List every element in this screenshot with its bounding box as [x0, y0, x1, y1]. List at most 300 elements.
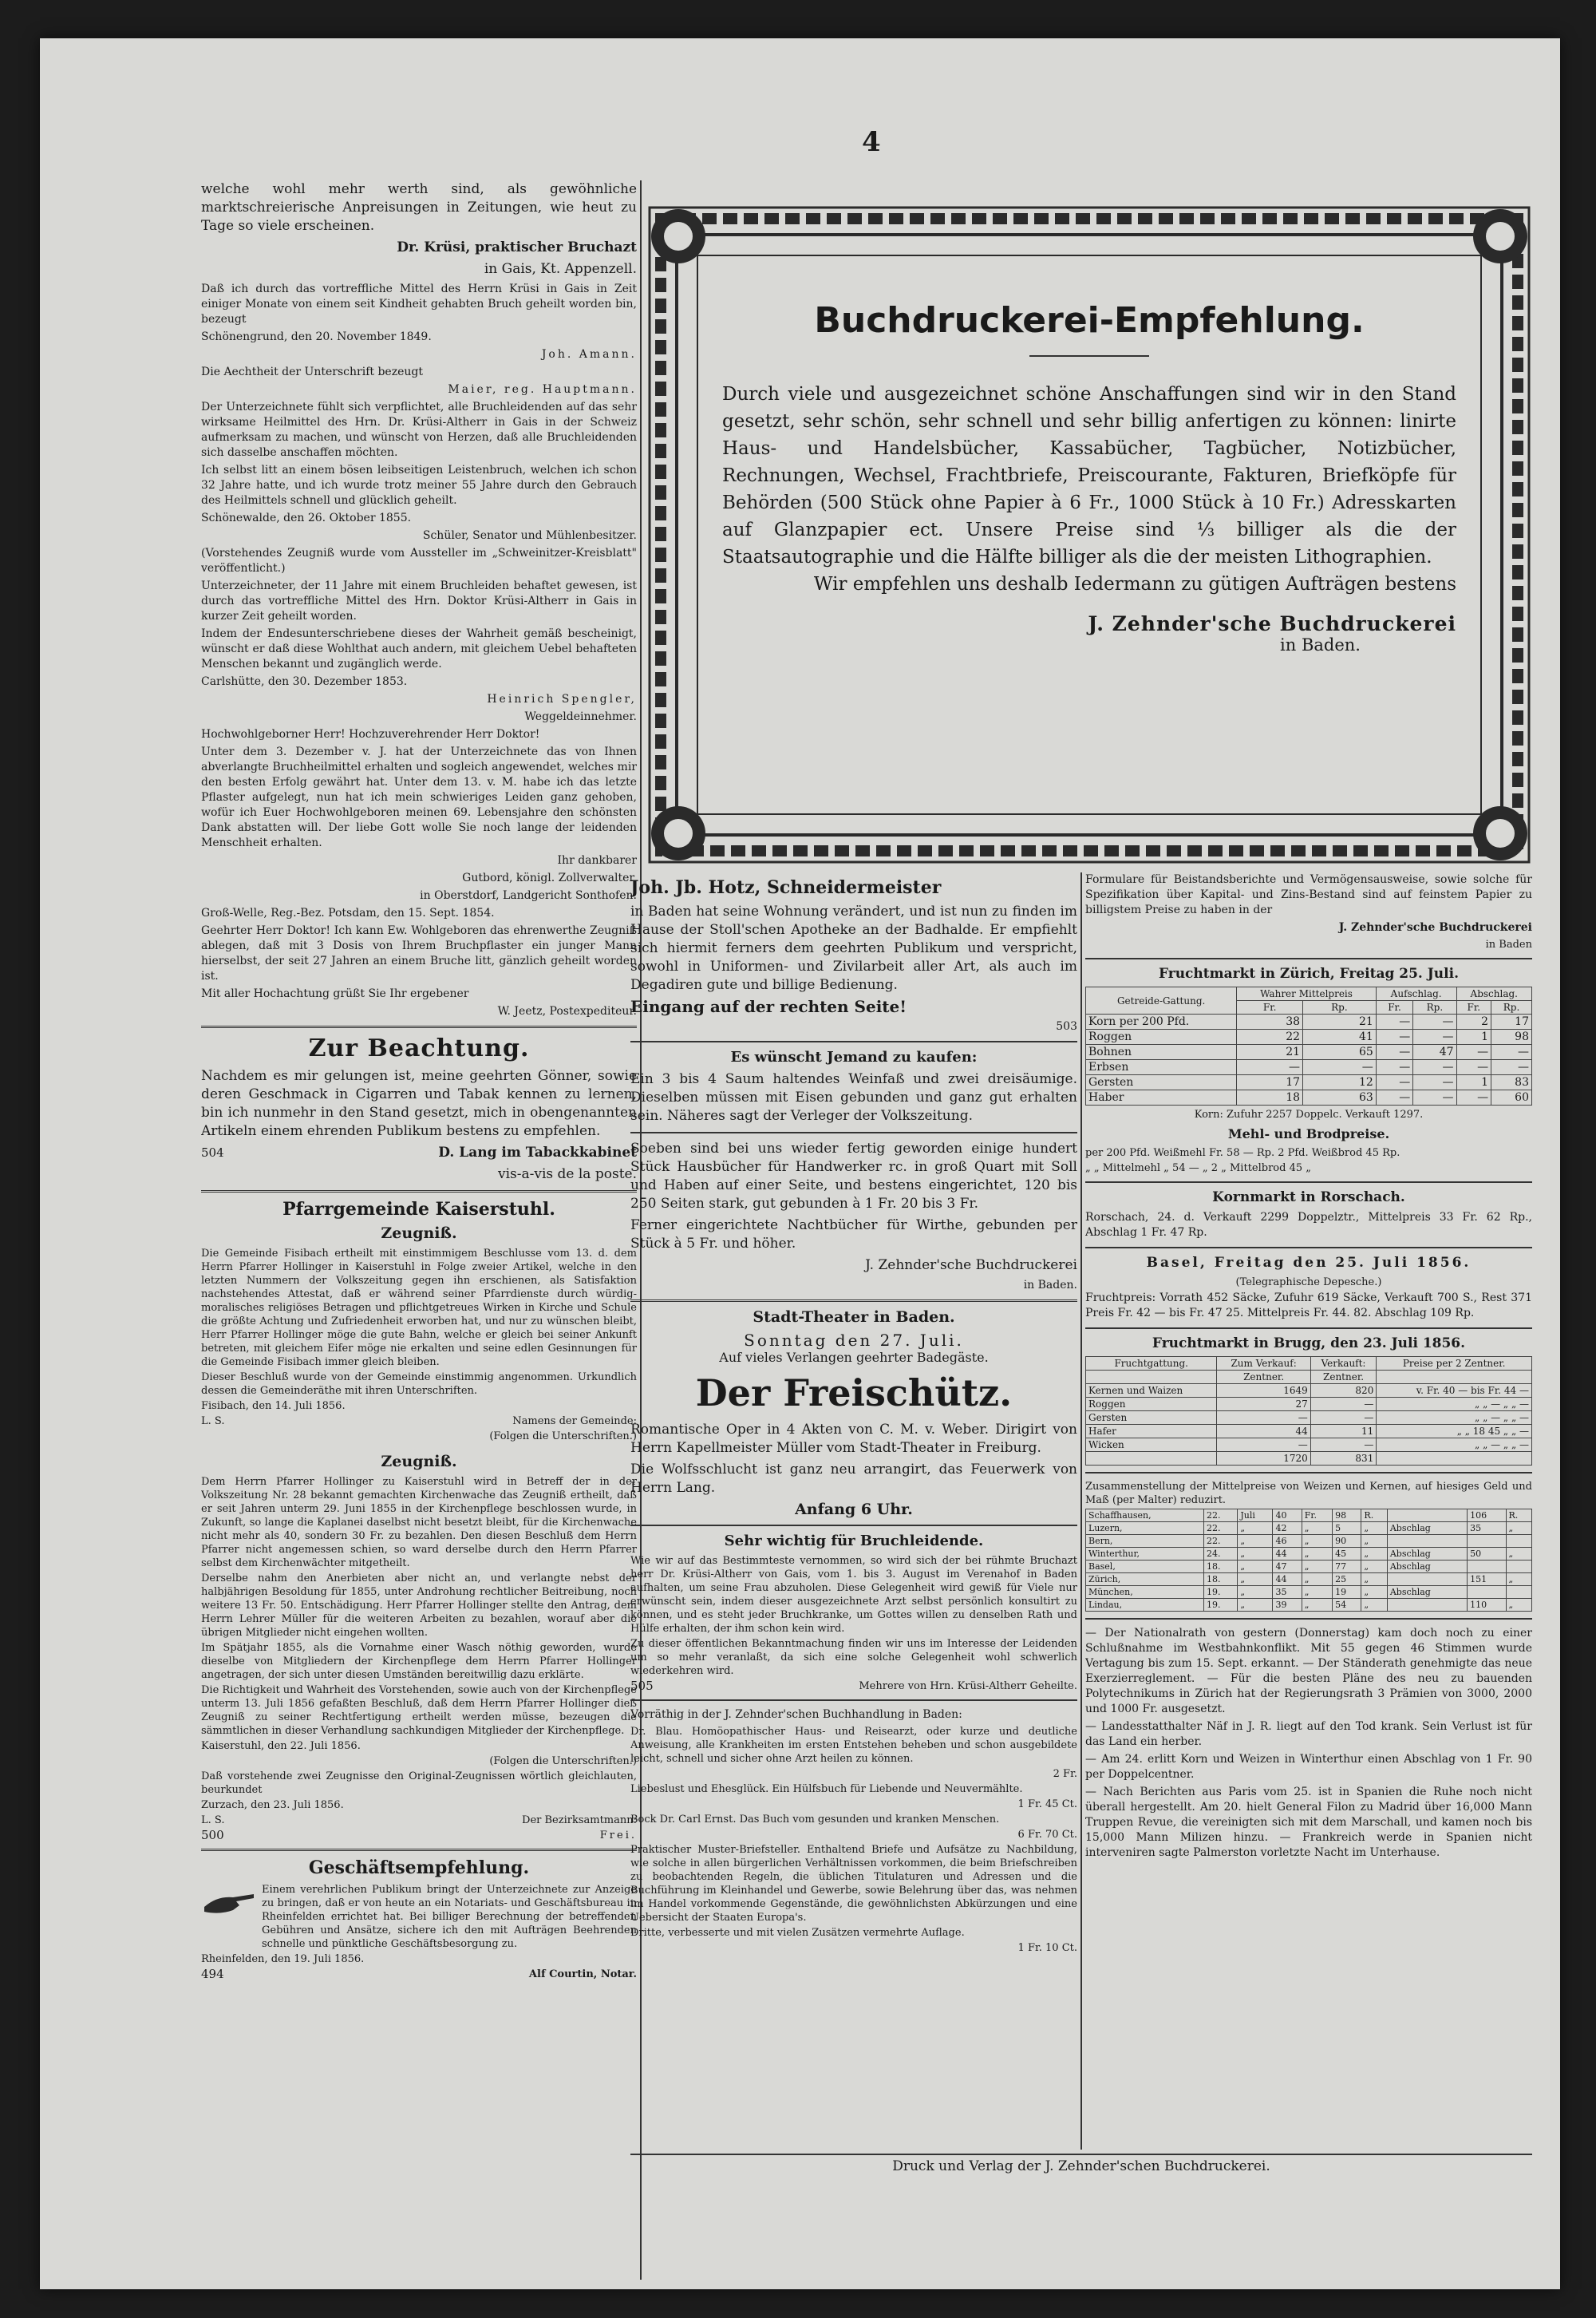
table-cell: 90 — [1333, 1535, 1361, 1548]
testimonial-greeting: Hochwohlgeborner Herr! Hochzuverehrender Herr Doktor! — [201, 728, 540, 741]
zeugnis-signature-row — [201, 1414, 637, 1428]
table-cell: 65 — [1303, 1045, 1377, 1060]
divider — [630, 1525, 1077, 1526]
zeugnis-signature-note: (Folgen die Unterschriften.) — [489, 1755, 637, 1767]
table-cell: „ — [1238, 1548, 1273, 1560]
middle-column — [630, 872, 1077, 2150]
table-header: Getreide-Gattung. — [1086, 987, 1237, 1015]
table-cell: — — [1413, 1090, 1456, 1106]
table-cell: 22 — [1237, 1030, 1303, 1045]
table-cell: „ — [1361, 1535, 1387, 1548]
page-number: 4 — [862, 126, 881, 158]
table-cell: — — [1310, 1398, 1377, 1411]
testimonial-place: Schönengrund, den 20. November 1849. — [201, 330, 432, 343]
table-subheader: Fr. — [1456, 1001, 1491, 1015]
table-row — [1086, 1015, 1532, 1030]
beachtung-place: vis-a-vis de la poste. — [497, 1166, 637, 1182]
amt-name-row — [201, 1829, 637, 1842]
table-cell: — — [1491, 1060, 1532, 1075]
amt-title: Der Bezirksamtmann: — [522, 1814, 637, 1826]
zeugnis-text: Im Spätjahr 1855, als die Vornahme einer Wasch nöthig geworden, wurde dieselbe von Mitgliedern der Kirchenpflege dem Herrn Pfarrer Hollinger angetragen, der sich unter diesen Umständen bereitwillig dazu erklärte. — [201, 1642, 637, 1681]
table-cell: „ — [1238, 1573, 1273, 1586]
table-cell: Bohnen — [1086, 1045, 1237, 1060]
table-body — [1086, 1015, 1532, 1106]
table-cell — [1468, 1560, 1506, 1573]
table-cell — [1506, 1586, 1532, 1599]
geschaeft-signature: Alf Courtin, Notar. — [528, 1968, 637, 1980]
table-cell: R. — [1506, 1509, 1532, 1522]
table-cell: „ — [1302, 1573, 1332, 1586]
mehl-price-line: „ „ Mittelmehl „ 54 — „ 2 „ Mittelbrod 45 „ — [1085, 1162, 1311, 1174]
news-item: — Am 24. erlitt Korn und Weizen in Winterthur einen Abschlag von 1 Fr. 90 per Doppelcentner. — [1085, 1753, 1532, 1781]
table-subheader: Rp. — [1303, 1001, 1377, 1015]
zeugnis-text: Die Richtigkeit und Wahrheit des Vorstehenden, sowie auch von der Kirchenpflege unterm 13. Juli 1856 gefaßten Beschluß, daß dem Herrn Pfarrer Hollinger dieß Zeugniß zu seiner Rechtfertigung ertheilt werden müsse, bezeugen die sämmtlichen in dieser Verhandlung sachkundigen Mitglieder der Kirchenpflege. — [201, 1684, 637, 1737]
table-cell: 39 — [1273, 1599, 1302, 1612]
table-cell: v. Fr. 40 — bis Fr. 44 — — [1377, 1384, 1532, 1398]
basel-text: Fruchtpreis: Vorrath 452 Säcke, Zufuhr 619 Säcke, Verkauft 700 S., Rest 371 Preis Fr. 42 — bis Fr. 47 25. Mittelpreis Fr. 44. 82. Abschlag 109 Rp. — [1085, 1292, 1532, 1319]
table-cell — [1506, 1535, 1532, 1548]
table-cell: — — [1456, 1045, 1491, 1060]
beachtung-signature: D. Lang im Tabackkabinet — [438, 1145, 637, 1161]
column-rule — [1080, 872, 1082, 2150]
table-cell — [1387, 1573, 1467, 1586]
table-cell: 47 — [1273, 1560, 1302, 1573]
theater-start: Anfang 6 Uhr. — [795, 1501, 913, 1518]
doctor-signature: Dr. Krüsi, praktischer Bruchazt — [397, 239, 637, 255]
table-cell: 19. — [1204, 1586, 1238, 1599]
table-cell: Gersten — [1086, 1075, 1237, 1090]
testimonial-name: Heinrich Spengler, — [487, 693, 637, 706]
table-cell: 63 — [1303, 1090, 1377, 1106]
book-entry: Praktischer Muster-Briefsteller. Enthaltend Briefe und Aufsätze zu Nachbildung, wie solche in allen bürgerlichen Verhältnissen vorkommen, die beim Briefschreiben zu beobachtenden Regeln, die üblichen Titulaturen und Adressen und die Buchführung im Kleinhandel und Gewerbe, sowie Belehrung über das, was nehmen im Handel vorkommende Gegenstände, die gewöhnlichsten Abkürzungen und eine Uebersicht der Staaten Europa's. — [630, 1844, 1077, 1924]
table-cell: 831 — [1310, 1452, 1377, 1466]
zeugnis-heading: Zeugniß. — [381, 1224, 457, 1242]
table-cell: — — [1456, 1090, 1491, 1106]
table-cell — [1377, 1452, 1532, 1466]
table-cell: 21 — [1303, 1015, 1377, 1030]
table-cell: 50 — [1468, 1548, 1506, 1560]
table-cell: 2 — [1456, 1015, 1491, 1030]
table-cell: Abschlag — [1387, 1560, 1467, 1573]
theater-heading: Stadt-Theater in Baden. — [753, 1308, 955, 1326]
rorschach-heading: Kornmarkt in Rorschach. — [1212, 1189, 1405, 1205]
table-subheader: Rp. — [1413, 1001, 1456, 1015]
geschaeft-text: Einem verehrlichen Publikum bringt der Unterzeichnete zur Anzeige zu bringen, daß er von heute an ein Notariats- und Geschäftsbureau in Rheinfelden errichtet hat. Bei billiger Berechnung der betreffenden Gebühren und Ansätze, sichere ich den mit Aufträgen Beehrenden schnelle und pünktliche Geschäftsbesorgung zu. — [262, 1884, 637, 1950]
table-cell: Juli — [1238, 1509, 1273, 1522]
table-body — [1086, 1384, 1532, 1466]
pfarrgemeinde-heading: Pfarrgemeinde Kaiserstuhl. — [282, 1199, 555, 1220]
testimonial-name: W. Jeetz, Postexpediteur. — [497, 1005, 637, 1018]
table-cell: 17 — [1237, 1075, 1303, 1090]
divider — [201, 1190, 637, 1193]
news-item: — Der Nationalrath von gestern (Donnerstag) kam doch noch zu einer Schlußnahme im Westbahnkonflikt. Mit 55 gegen 46 Stimmen wurde Vertagung bis zum 15. Sept. erkannt. — Der Ständerath genehmigte das neue Exerzierreglement. — Für die besten Pläne des neu zu bauenden Polytechnikums in Zürich hat der Regierungsrath 3 Prämien von 3000, 2000 und 1000 Fr. ausgesetzt. — [1085, 1627, 1532, 1715]
table-cell: — — [1376, 1030, 1412, 1045]
table-cell: — — [1310, 1438, 1377, 1452]
testimonial-text: Unterzeichneter, der 11 Jahre mit einem Bruchleiden behaftet gewesen, ist durch das vortreffliche Mittel des Hrn. Doktor Krüsi-Altherr in Gais in kurzer Zeit geheilt worden. — [201, 580, 637, 623]
table-cell: R. — [1361, 1509, 1387, 1522]
table-cell: 18. — [1204, 1573, 1238, 1586]
divider — [1085, 1247, 1532, 1248]
table-cell: 17 — [1491, 1015, 1532, 1030]
table-cell — [1506, 1560, 1532, 1573]
table-cell: 1 — [1456, 1030, 1491, 1045]
bruch-signature: Mehrere von Hrn. Krüsi-Altherr Geheilte. — [859, 1680, 1077, 1692]
divider — [1085, 1181, 1532, 1183]
news-item: — Nach Berichten aus Paris vom 25. ist in Spanien die Ruhe noch nicht überall hergestellt. Am 20. hielt General Filon zu Madrid über 16,000 Mann Truppen Revue, die vereinigten sich mit dem Marschall, und kamen noch bis 15,000 Mann Milizen hinzu. — Frankreich werde in Spanien nicht interveniren sagte Palmerston vorletzte Nacht im Unterhause. — [1085, 1786, 1532, 1859]
zeugnis-place: Fisibach, den 14. Juli 1856. — [201, 1400, 346, 1412]
imprint: Druck und Verlag der J. Zehnder'schen Buchdruckerei. — [630, 2154, 1532, 2174]
table-header: Fruchtgattung. — [1086, 1357, 1217, 1371]
basel-subheading: (Telegraphische Depesche.) — [1235, 1276, 1382, 1288]
table-cell: 11 — [1310, 1425, 1377, 1438]
zeugnis-text: Die Gemeinde Fisibach ertheilt mit einstimmigem Beschlusse vom 13. d. dem Herrn Pfarrer Hollinger in Kaiserstuhl in Folge zweier Artikel, welche in den letzten Nummern der Volkszeitung gegen ihn erschienen, als Satisfaktion nachstehendes Attestat, daß er während seiner Pfarrdienste durch würdig-moralisches religiöses Betragen und pflichtgetreues Wirken in Kirche und Schule die größte Achtung und Zufriedenheit erworben hat, und nur zu wünschen bleibt, Herr Pfarrer Hollinger möge die gute Bahn, welche er gleich bei seiner Ankunft betreten, mit gleichem Eifer möge nie erkalten und seine edlen Gesinnungen für die Gemeinde Fisibach immer gleich bleiben. — [201, 1248, 637, 1368]
seal-mark: L. S. — [201, 1814, 225, 1826]
zeugnis-place: Kaiserstuhl, den 22. Juli 1856. — [201, 1740, 361, 1752]
table-cell: — — [1491, 1045, 1532, 1060]
table-cell: 21 — [1237, 1045, 1303, 1060]
table-cell: Lindau, — [1086, 1599, 1204, 1612]
buchdruckerei-advertisement — [646, 204, 1532, 865]
table-row — [1086, 1411, 1532, 1425]
testimonial-name: Maier, reg. Hauptmann. — [448, 383, 637, 396]
geschaeft-place: Rheinfelden, den 19. Juli 1856. — [201, 1953, 365, 1965]
testimonial-name: Schüler, Senator und Mühlenbesitzer. — [422, 529, 637, 542]
ad-title: Buchdruckerei-Empfehlung. — [814, 300, 1365, 341]
ad-number: 504 — [201, 1145, 224, 1160]
hotz-text: in Baden hat seine Wohnung verändert, und ist nun zu finden im Hause der Stoll'schen Apotheke an der Badhalde. Er empfiehlt sich hiermit ferners dem geehrten Publikum und verspricht, sowohl in Uniformen- und Zivilarbeit aller Art, als auch im Degadiren gute und billige Bedienung. — [630, 904, 1077, 993]
hotz-heading: Joh. Jb. Hotz, Schneidermeister — [630, 877, 942, 898]
table-cell: 151 — [1468, 1573, 1506, 1586]
divider — [630, 1299, 1077, 1302]
zeugnis-signature: Namens der Gemeinde: — [512, 1415, 637, 1427]
table-cell: 98 — [1491, 1030, 1532, 1045]
table-cell: „ — [1361, 1573, 1387, 1586]
table-cell: 110 — [1468, 1599, 1506, 1612]
news-item: — Landesstatthalter Näf in J. R. liegt auf den Tod krank. Sein Verlust ist für das Land ein herber. — [1085, 1720, 1532, 1748]
formulare-text: Formulare für Beistandsberichte und Vermögensausweise, sowie solche für Spezifikation über Kapital- und Zins-Bestand sind auf feinstem Papier zu billigstem Preise zu haben in der — [1085, 873, 1532, 916]
pointing-hand-icon — [201, 1883, 257, 1952]
zurich-market-footer: Korn: Zufuhr 2257 Doppelc. Verkauft 1297. — [1194, 1109, 1424, 1121]
testimonial-text: Indem der Endesunterschriebene dieses der Wahrheit gemäß bescheinigt, wünscht er daß diese Wohlthat auch andern, mit gleichem Uebel behafteten Menschen bekannt und zugänglich werde. — [201, 627, 637, 670]
table-cell: 25 — [1333, 1573, 1361, 1586]
table-cell: 1720 — [1217, 1452, 1310, 1466]
table-cell: 44 — [1273, 1548, 1302, 1560]
beachtung-heading: Zur Beachtung. — [308, 1034, 530, 1062]
table-row — [1086, 1522, 1532, 1535]
testimonial-text: Der Unterzeichnete fühlt sich verpflichtet, alle Bruchleidenden auf das sehr wirksame Heilmittel des Hrn. Dr. Krüsi-Altherr in Gais in der Schweiz aufmerksam zu machen, und wünscht von Herzen, daß alle Bruchleidenden sich dasselbe anschaffen möchten. — [201, 401, 637, 459]
table-header: Preise per 2 Zentner. — [1377, 1357, 1532, 1371]
table-cell: — — [1376, 1090, 1412, 1106]
brugg-heading: Fruchtmarkt in Brugg, den 23. Juli 1856. — [1152, 1335, 1466, 1351]
table-cell: Kernen und Waizen — [1086, 1384, 1217, 1398]
zeugnis-heading: Zeugniß. — [381, 1453, 457, 1470]
table-cell: — — [1217, 1411, 1310, 1425]
table-cell — [1468, 1586, 1506, 1599]
table-cell: „ „ — „ „ — — [1377, 1398, 1532, 1411]
zurich-market-table — [1085, 987, 1532, 1106]
table-cell: „ — [1302, 1548, 1332, 1560]
table-subheader: Rp. — [1491, 1001, 1532, 1015]
testimonial-place: Carlshütte, den 30. Dezember 1853. — [201, 675, 408, 688]
divider — [1085, 1472, 1532, 1473]
theater-note: Die Wolfsschlucht ist ganz neu arrangirt, das Feuerwerk von Herrn Lang. — [630, 1462, 1077, 1496]
table-cell: Korn per 200 Pfd. — [1086, 1015, 1237, 1030]
book-price: 1 Fr. 45 Ct. — [1017, 1798, 1077, 1810]
table-cell: Bern, — [1086, 1535, 1204, 1548]
basel-heading: Basel, Freitag den 25. Juli 1856. — [1146, 1255, 1472, 1271]
testimonial-name: Joh. Amann. — [541, 348, 637, 361]
table-cell: 35 — [1468, 1522, 1506, 1535]
table-subheader-row — [1086, 1371, 1532, 1384]
table-row — [1086, 1586, 1532, 1599]
table-row — [1086, 1060, 1532, 1075]
testimonial-closing: Mit aller Hochachtung grüßt Sie Ihr ergebener — [201, 987, 469, 1000]
zusammenstellung-table — [1085, 1509, 1532, 1612]
table-cell: 35 — [1273, 1586, 1302, 1599]
table-cell: 77 — [1333, 1560, 1361, 1573]
table-cell: Hafer — [1086, 1425, 1217, 1438]
theater-subtitle: Auf vieles Verlangen geehrter Badegäste. — [719, 1350, 989, 1365]
hausbuecher-firm: J. Zehnder'sche Buchdruckerei — [865, 1257, 1077, 1273]
book-price: 2 Fr. — [1053, 1768, 1077, 1780]
table-cell: Fr. — [1302, 1509, 1332, 1522]
table-cell: 1649 — [1217, 1384, 1310, 1398]
formulare-firm: J. Zehnder'sche Buchdruckerei — [1338, 921, 1532, 934]
table-header-row — [1086, 1357, 1532, 1371]
table-subheader — [1086, 1371, 1217, 1384]
testimonial-place: Schönewalde, den 26. Oktober 1855. — [201, 512, 412, 524]
table-cell: „ — [1238, 1599, 1273, 1612]
hausbuecher-place: in Baden. — [1023, 1279, 1077, 1292]
table-cell: 54 — [1333, 1599, 1361, 1612]
table-cell: Roggen — [1086, 1030, 1237, 1045]
zurich-market-heading: Fruchtmarkt in Zürich, Freitag 25. Juli. — [1158, 966, 1460, 982]
newspaper-page — [40, 38, 1560, 2289]
table-row — [1086, 1452, 1532, 1466]
table-cell: Haber — [1086, 1090, 1237, 1106]
doctor-place: in Gais, Kt. Appenzell. — [484, 261, 637, 277]
ad-title-rule — [1029, 355, 1149, 357]
table-cell: Abschlag — [1387, 1586, 1467, 1599]
geschaeft-block — [201, 1883, 637, 1952]
amt-row — [201, 1814, 637, 1827]
table-cell: „ — [1238, 1560, 1273, 1573]
left-column — [201, 180, 637, 2280]
table-row — [1086, 1509, 1532, 1522]
table-row — [1086, 1075, 1532, 1090]
zeugnis-text: Dem Herrn Pfarrer Hollinger zu Kaiserstuhl wird in Betreff der in der Volkszeitung Nr. 28 bekannt gemachten Kirchenwache das Zeugniß ertheilt, daß er seit Jahren unterm 29. Juni 1855 in der Kirchenpflege beschlossen wurde, in Zukunft, so lange die Kaplanei daselbst nicht besetzt bleibt, für die Kirchenwache nicht mehr als 40, sondern 30 Fr. zu bezahlen. Den diesen Beschluß dem Herrn Pfarrer nicht angemessen schien, so ward derselbe durch den Herrn Pfarrer selbst dem Kirchenwächter mitgetheilt. — [201, 1476, 637, 1569]
ad-number: 505 — [630, 1679, 654, 1693]
divider — [201, 1849, 637, 1851]
table-cell: 24. — [1204, 1548, 1238, 1560]
hausbuecher-text: Soeben sind bei uns wieder fertig geworden einige hundert Stück Hausbücher für Handwerker rc. in groß Quart mit Soll und Haben auf einer Seite, und bestens eingerichtet, 120 bis 250 Seiten stark, gut gebunden à 1 Fr. 20 bis 3 Fr. — [630, 1141, 1077, 1212]
testimonial-certification: Die Aechtheit der Unterschrift bezeugt — [201, 366, 423, 378]
table-row — [1086, 1535, 1532, 1548]
table-cell: 12 — [1303, 1075, 1377, 1090]
mehl-heading: Mehl- und Brodpreise. — [1227, 1126, 1390, 1141]
divider — [630, 1699, 1077, 1701]
table-cell: „ — [1302, 1599, 1332, 1612]
table-header: Aufschlag. — [1376, 987, 1456, 1001]
table-subheader: Fr. — [1376, 1001, 1412, 1015]
testimonial-text: Geehrter Herr Doktor! Ich kann Ew. Wohlgeboren das ehrenwerthe Zeugniß ablegen, daß mit 3 Dosis von Ihrem Bruchpflaster ein junger Mann hierselbst, der seit 27 Jahren an einem Bruche litt, gänzlich geheilt worden ist. — [201, 924, 637, 983]
beachtung-signature-row — [201, 1144, 637, 1162]
divider — [1085, 958, 1532, 959]
divider — [630, 1132, 1077, 1133]
table-cell: „ — [1361, 1548, 1387, 1560]
table-cell: „ — [1238, 1586, 1273, 1599]
kaufen-heading: Es wünscht Jemand zu kaufen: — [730, 1049, 978, 1066]
testimonial-text: Unter dem 3. Dezember v. J. hat der Unterzeichnete das von Ihnen abverlangte Bruchheilmittel erhalten und sogleich angewendet, welches mir den besten Erfolg gewährt hat. Unter dem 13. v. M. habe ich das letzte Pflaster aufgelegt, nun hat ich mein schwieriges Leiden ganz gehoben, wofür ich Euer Hochwohlgeboren meinen 69. Lebensjahre den schönsten Dank abstatten will. Der liebe Gott wolle Sie noch lange der leidenden Menschheit erhalten. — [201, 746, 637, 849]
ad-content — [722, 268, 1456, 655]
hotz-entrance: Eingang auf der rechten Seite! — [630, 997, 907, 1016]
table-row — [1086, 1548, 1532, 1560]
zeugnis-text: Dieser Beschluß wurde von der Gemeinde einstimmig angenommen. Urkundlich dessen die Gemeinderäthe mit ihren Unterschriften. — [201, 1371, 637, 1397]
table-cell: „ — [1238, 1522, 1273, 1535]
ad-number: 500 — [201, 1828, 224, 1842]
ad-number: 503 — [1056, 1020, 1077, 1033]
table-cell: „ — [1361, 1560, 1387, 1573]
zeugnis-signature-note: (Folgen die Unterschriften.) — [489, 1430, 637, 1442]
beachtung-text: Nachdem es mir gelungen ist, meine geehrten Gönner, sowie deren Geschmack in Cigarren und Tabak kennen zu lernen, bin ich nunmehr in den Stand gesetzt, mich in obengenannten Artikeln einem ehrenden Publikum bestens zu empfehlen. — [201, 1068, 637, 1139]
table-cell: — — [1413, 1060, 1456, 1075]
table-cell: „ — [1302, 1535, 1332, 1548]
table-cell: „ — [1302, 1586, 1332, 1599]
zeugnis-text: Derselbe nahm den Anerbieten aber nicht an, und verlangte nebst der halbjährigen Besoldung für 1855, unter Androhung rechtlicher Beitreibung, noch weitere 13 Fr. 50. Entschädigung. Herr Pfarrer Hollinger stellte den Antrag, dem Herrn Lehrer Müller für die weiteren Arbeiten zu bezahlen, worauf aber die übrigen Mitglieder nicht eingehen wollten. — [201, 1572, 637, 1639]
table-cell — [1387, 1535, 1467, 1548]
testimonial-closing: Ihr dankbarer — [557, 854, 637, 867]
table-cell — [1086, 1452, 1217, 1466]
table-cell: — — [1413, 1030, 1456, 1045]
theater-play-title: Der Freischütz. — [695, 1371, 1013, 1414]
seal-mark: L. S. — [201, 1415, 225, 1427]
table-header: Abschlag. — [1456, 987, 1531, 1001]
table-cell: „ — [1506, 1522, 1532, 1535]
bruch-text: Zu dieser öffentlichen Bekanntmachung finden wir uns im Interesse der Leidenden um so mehr veranlaßt, da sich eine solche Gelegenheit wohl schwerlich wiederkehren wird. — [630, 1638, 1077, 1677]
table-cell: Abschlag — [1387, 1522, 1467, 1535]
table-cell: — — [1376, 1045, 1412, 1060]
book-edition: Dritte, verbesserte und mit vielen Zusätzen vermehrte Auflage. — [630, 1927, 965, 1939]
divider — [201, 1026, 637, 1028]
book-price: 1 Fr. 10 Ct. — [1017, 1942, 1077, 1954]
table-cell: „ „ — „ „ — — [1377, 1438, 1532, 1452]
table-row — [1086, 1030, 1532, 1045]
mehl-price-line: per 200 Pfd. Weißmehl Fr. 58 — Rp. 2 Pfd. Weißbrod 45 Rp. — [1085, 1147, 1400, 1159]
bruch-heading: Sehr wichtig für Bruchleidende. — [724, 1533, 984, 1549]
table-cell — [1387, 1509, 1467, 1522]
table-cell: 44 — [1273, 1573, 1302, 1586]
formulare-place: in Baden — [1485, 939, 1532, 951]
table-header: Verkauft: — [1310, 1357, 1377, 1371]
table-cell: — — [1310, 1411, 1377, 1425]
table-body — [1086, 1509, 1532, 1612]
table-row — [1086, 1398, 1532, 1411]
table-cell: 42 — [1273, 1522, 1302, 1535]
table-cell: — — [1456, 1060, 1491, 1075]
table-cell: 46 — [1273, 1535, 1302, 1548]
table-cell: — — [1217, 1438, 1310, 1452]
table-cell: 5 — [1333, 1522, 1361, 1535]
table-cell: 22. — [1204, 1535, 1238, 1548]
table-cell: „ — [1302, 1560, 1332, 1573]
bruch-signature-row — [630, 1679, 1077, 1693]
table-cell: 19 — [1333, 1586, 1361, 1599]
table-cell: „ — [1506, 1548, 1532, 1560]
rorschach-text: Rorschach, 24. d. Verkauft 2299 Doppelztr., Mittelpreis 33 Fr. 62 Rp., Abschlag 1 Fr. 47 Rp. — [1085, 1211, 1532, 1239]
table-cell: „ — [1238, 1535, 1273, 1548]
testimonial-place: Groß-Welle, Reg.-Bez. Potsdam, den 15. Sept. 1854. — [201, 907, 495, 920]
book-price: 6 Fr. 70 Ct. — [1017, 1829, 1077, 1841]
table-cell: — — [1237, 1060, 1303, 1075]
testimonial-role: Weggeldeinnehmer. — [524, 710, 637, 723]
table-subheader: Zentner. — [1217, 1371, 1310, 1384]
table-row — [1086, 1425, 1532, 1438]
table-cell: Luzern, — [1086, 1522, 1204, 1535]
geschaeft-signature-row — [201, 1968, 637, 1981]
brugg-market-table — [1085, 1356, 1532, 1466]
bruch-text: Wie wir auf das Bestimmteste vernommen, so wird sich der bei rühmte Bruchazt herr Dr. Krüsi-Altherr von Gais, vom 1. bis 3. August im Verenahof in Baden aufhalten, um seine Frau abzuholen. Diese Gelegenheit wird gewiß für Viele nur erwünscht sein, indem dieser ausgezeichnete Arzt selbst persönlich konsultirt zu können, und es steht jeder Bruchkranke, um Gottes willen zu denselben Rath und Hülfe erhalten, der ihm schon kein wird. — [630, 1555, 1077, 1635]
table-cell: 47 — [1413, 1045, 1456, 1060]
table-cell: 106 — [1468, 1509, 1506, 1522]
ad-body: Durch viele und ausgezeichnet schöne Anschaffungen sind wir in den Stand gesetzt, sehr schön, sehr schnell und sehr billig anfertigen zu können: linirte Haus- und Handelsbücher, Kassabücher, Tagbücher, Notizbücher, Rechnungen, Wechsel, Frachtbriefe, Preiscourante, Fakturen, Briefköpfe für Behörden (500 Stück ohne Papier à 6 Fr., 1000 Stück à 10 Fr.) Adresskarten auf Glanzpapier ect. Unsere Preise sind ⅓ billiger als die der Staatsautographie und die Hälfte billiger als die der meisten Lithographien. — [722, 384, 1456, 568]
table-cell: Schaffhausen, — [1086, 1509, 1204, 1522]
ad-firm: J. Zehnder'sche Buchdruckerei — [1088, 612, 1456, 635]
divider — [630, 1041, 1077, 1042]
table-cell: „ „ 18 45 „ „ — — [1377, 1425, 1532, 1438]
table-cell: — — [1376, 1015, 1412, 1030]
table-cell: — — [1376, 1075, 1412, 1090]
table-cell: 27 — [1217, 1398, 1310, 1411]
theater-date: Sonntag den 27. Juli. — [744, 1331, 964, 1350]
table-cell: „ — [1506, 1599, 1532, 1612]
table-row — [1086, 1573, 1532, 1586]
buchhandlung-heading: Vorräthig in der J. Zehnder'schen Buchhandlung in Baden: — [630, 1708, 962, 1721]
table-cell: 45 — [1333, 1548, 1361, 1560]
ad-number: 494 — [201, 1967, 224, 1981]
testimonial-place: in Oberstdorf, Landgericht Sonthofen. — [420, 889, 637, 902]
table-subheader — [1377, 1371, 1532, 1384]
table-cell: 22. — [1204, 1522, 1238, 1535]
divider — [1085, 1618, 1532, 1620]
table-row — [1086, 1045, 1532, 1060]
table-cell: Gersten — [1086, 1411, 1217, 1425]
ad-body-closing: Wir empfehlen uns deshalb Iedermann zu gütigen Aufträgen bestens — [813, 574, 1456, 595]
zeugnis-place: Zurzach, den 23. Juli 1856. — [201, 1799, 344, 1811]
table-row — [1086, 1599, 1532, 1612]
table-cell: 22. — [1204, 1509, 1238, 1522]
table-cell: München, — [1086, 1586, 1204, 1599]
table-cell: 98 — [1333, 1509, 1361, 1522]
table-cell: — — [1413, 1075, 1456, 1090]
zusammenstellung-heading: Zusammenstellung der Mittelpreise von Weizen und Kernen, auf hiesiges Geld und Maß (per Malter) reduzirt. — [1085, 1481, 1532, 1506]
table-header: Zum Verkauf: — [1217, 1357, 1310, 1371]
geschaeft-heading: Geschäftsempfehlung. — [308, 1857, 530, 1878]
table-header: Wahrer Mittelpreis — [1237, 987, 1376, 1001]
theater-description: Romantische Oper in 4 Akten von C. M. v. Weber. Dirigirt von Herrn Kapellmeister Müller vom Stadt-Theater in Freiburg. — [630, 1422, 1077, 1456]
divider — [1085, 1327, 1532, 1329]
table-cell: 40 — [1273, 1509, 1302, 1522]
table-cell: Zürich, — [1086, 1573, 1204, 1586]
table-cell: 820 — [1310, 1384, 1377, 1398]
testimonial-text: Ich selbst litt an einem bösen leibseitigen Leistenbruch, welchen ich schon 32 Jahre hatte, und ich wurde trotz meiner 55 Jahre durch den Gebrauch des Heilmittels schnell und glücklich geheilt. — [201, 464, 637, 507]
table-cell: 18. — [1204, 1560, 1238, 1573]
table-cell: 44 — [1217, 1425, 1310, 1438]
table-cell: Roggen — [1086, 1398, 1217, 1411]
table-cell: 38 — [1237, 1015, 1303, 1030]
table-cell: — — [1376, 1060, 1412, 1075]
hausbuecher-text: Ferner eingerichtete Nachtbücher für Wirthe, gebunden per Stück à 5 Fr. und höher. — [630, 1217, 1077, 1252]
table-row — [1086, 1560, 1532, 1573]
